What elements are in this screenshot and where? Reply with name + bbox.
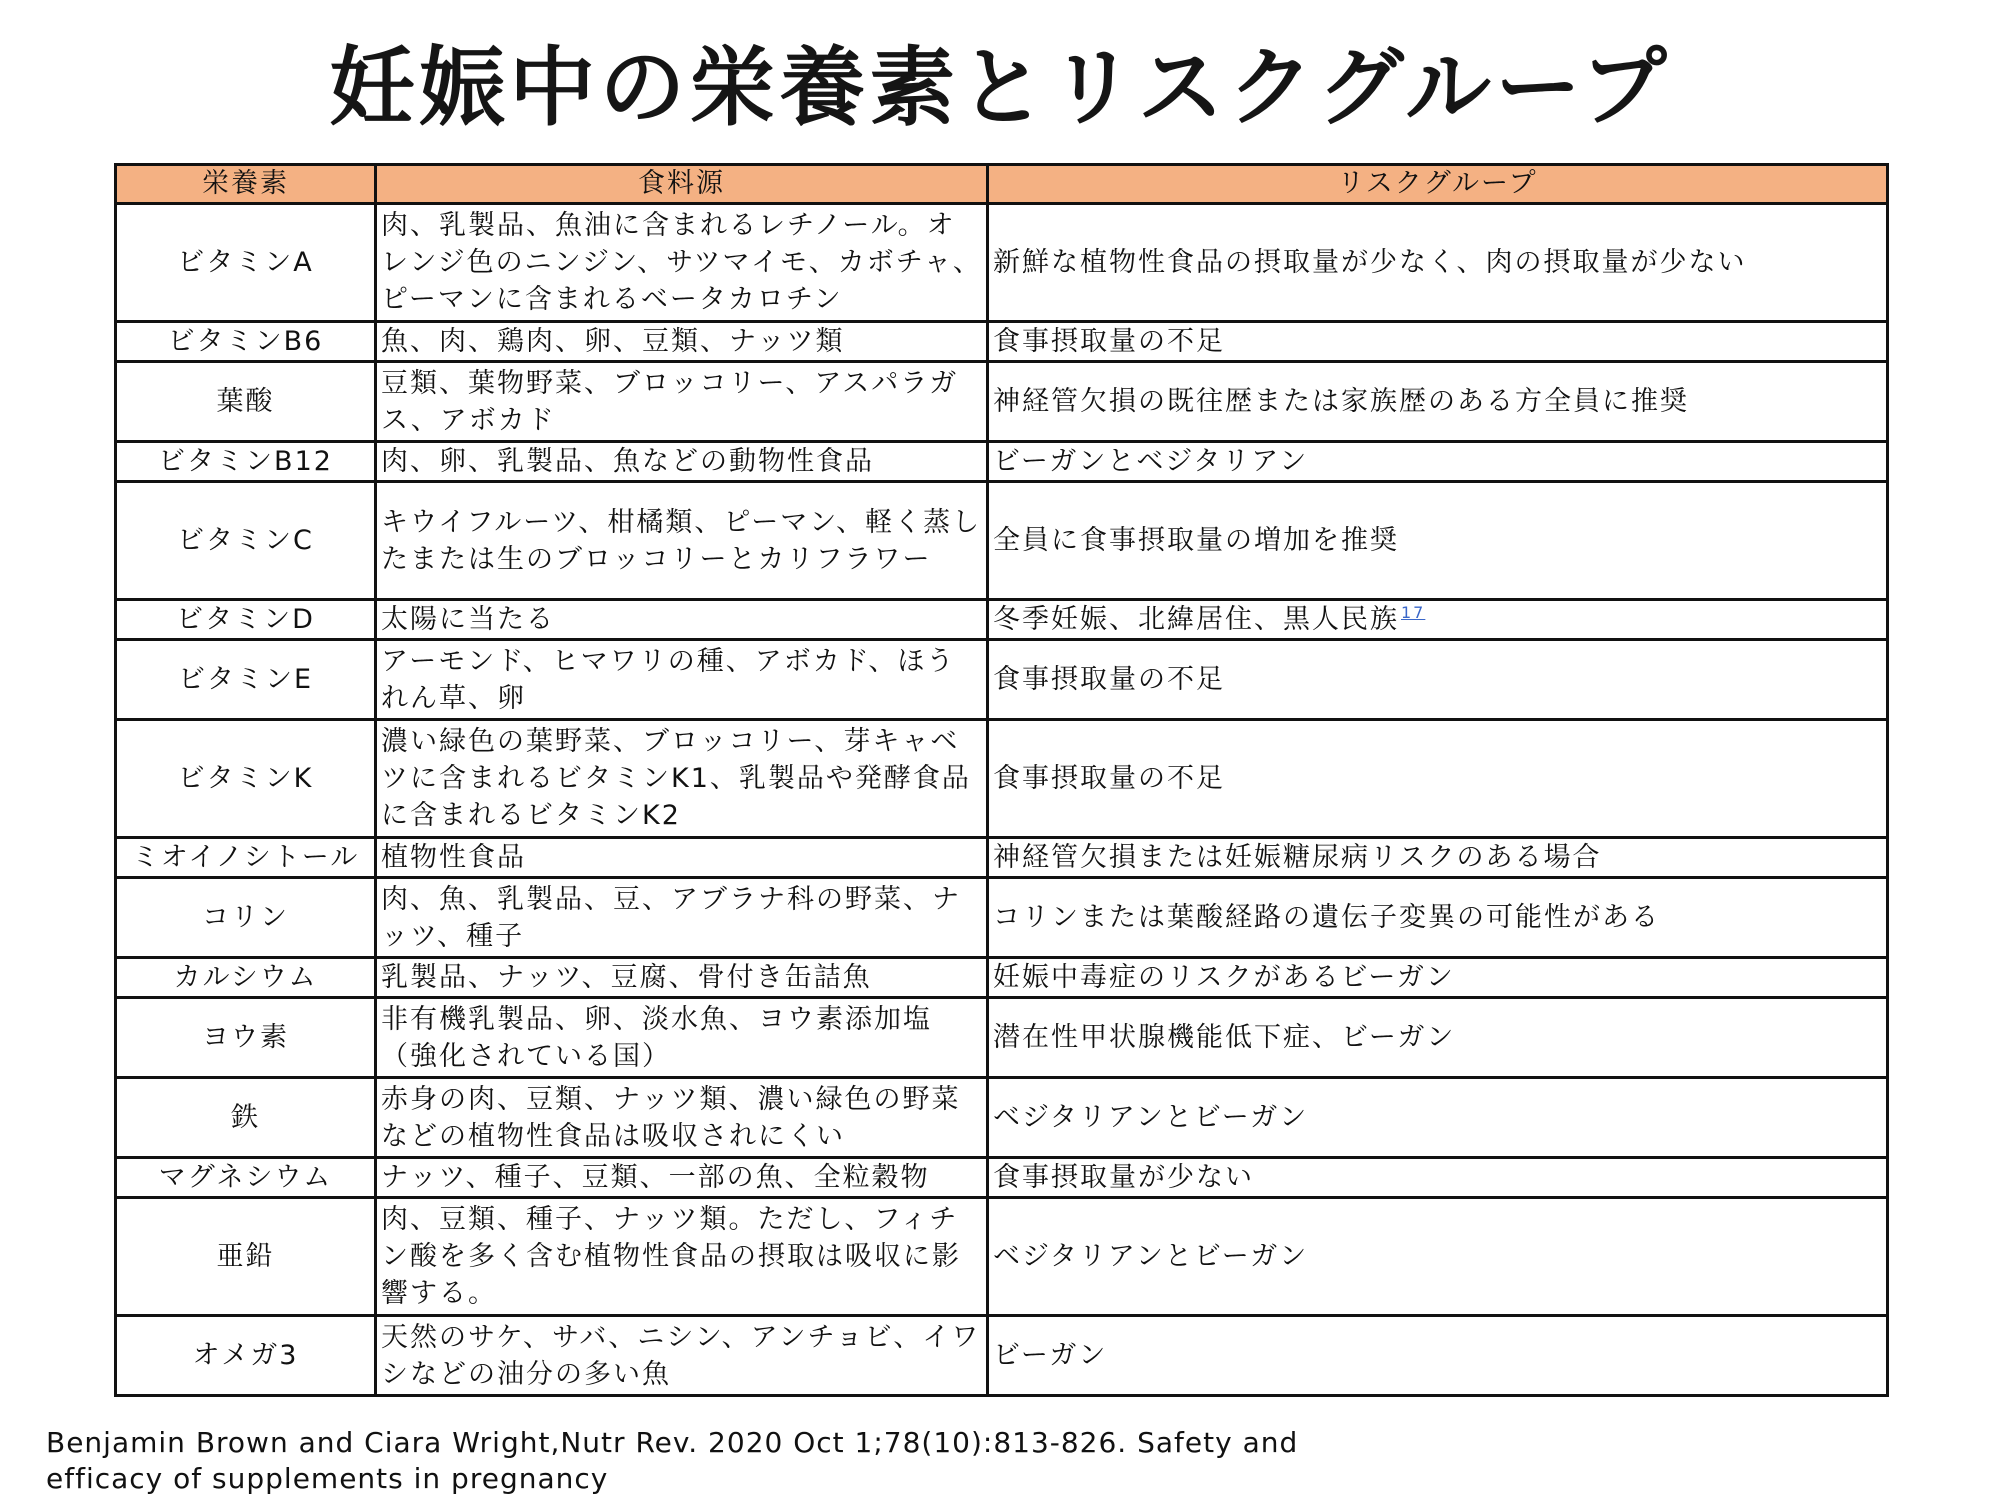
citation: Benjamin Brown and Ciara Wright,Nutr Rev. 2020 Oct 1;78(10):813-826. Safety and efficacy of supplements in pregnancy xyxy=(46,1426,1299,1495)
cell-nutrient: ミオイノシトール xyxy=(116,838,376,878)
table-row xyxy=(116,998,1888,1078)
cell-risk-group xyxy=(988,878,1888,958)
cell-food-source: 天然のサケ、サバ、ニシン、アンチョビ、イワシなどの油分の多い魚 xyxy=(376,1316,988,1396)
cell-nutrient: 鉄 xyxy=(116,1078,376,1158)
table-row xyxy=(116,878,1888,958)
risk-text: 神経管欠損の既往歴または家族歴のある方全員に推奨 xyxy=(993,386,1689,417)
table-row xyxy=(116,640,1888,720)
cell-nutrient: ビタミンK xyxy=(116,720,376,838)
cell-food-source: 濃い緑色の葉野菜、ブロッコリー、芽キャベツに含まれるビタミンK1、乳製品や発酵食品に含まれるビタミンK2 xyxy=(376,720,988,838)
table-row xyxy=(116,482,1888,600)
cell-risk-group xyxy=(988,482,1888,600)
cell-risk-group xyxy=(988,958,1888,998)
risk-text: 妊娠中毒症のリスクがあるビーガン xyxy=(993,962,1455,993)
risk-text: 食事摂取量が少ない xyxy=(993,1162,1254,1193)
cell-nutrient: カルシウム xyxy=(116,958,376,998)
page-title: 妊娠中の栄養素とリスクグループ xyxy=(329,38,1671,138)
cell-nutrient: ビタミンA xyxy=(116,204,376,322)
risk-text: 新鮮な植物性食品の摂取量が少なく、肉の摂取量が少ない xyxy=(993,247,1747,278)
cell-nutrient: 亜鉛 xyxy=(116,1198,376,1316)
cell-nutrient: 葉酸 xyxy=(116,362,376,442)
cell-risk-group xyxy=(988,362,1888,442)
risk-text: 全員に食事摂取量の増加を推奨 xyxy=(993,525,1399,556)
reference-link[interactable]: 17 xyxy=(1401,603,1426,622)
cell-nutrient: コリン xyxy=(116,878,376,958)
table-row xyxy=(116,1158,1888,1198)
cell-food-source: ナッツ、種子、豆類、一部の魚、全粒穀物 xyxy=(376,1158,988,1198)
risk-text: ビーガン xyxy=(993,1340,1108,1371)
cell-risk-group xyxy=(988,1158,1888,1198)
risk-text: 冬季妊娠、北緯居住、黒人民族 xyxy=(993,604,1399,635)
cell-nutrient: ビタミンC xyxy=(116,482,376,600)
cell-nutrient: ビタミンD xyxy=(116,600,376,640)
cell-food-source: 太陽に当たる xyxy=(376,600,988,640)
risk-text: 食事摂取量の不足 xyxy=(993,326,1225,357)
cell-food-source: 乳製品、ナッツ、豆腐、骨付き缶詰魚 xyxy=(376,958,988,998)
cell-risk-group xyxy=(988,442,1888,482)
cell-food-source: 肉、魚、乳製品、豆、アブラナ科の野菜、ナッツ、種子 xyxy=(376,878,988,958)
cell-food-source: 豆類、葉物野菜、ブロッコリー、アスパラガス、アボカド xyxy=(376,362,988,442)
table-row xyxy=(116,720,1888,838)
cell-food-source: 肉、乳製品、魚油に含まれるレチノール。オレンジ色のニンジン、サツマイモ、カボチャ、ピーマンに含まれるベータカロチン xyxy=(376,204,988,322)
cell-risk-group xyxy=(988,322,1888,362)
cell-risk-group xyxy=(988,720,1888,838)
cell-nutrient: ビタミンE xyxy=(116,640,376,720)
cell-food-source: 肉、卵、乳製品、魚などの動物性食品 xyxy=(376,442,988,482)
risk-text: 潜在性甲状腺機能低下症、ビーガン xyxy=(993,1022,1456,1053)
cell-food-source: 非有機乳製品、卵、淡水魚、ヨウ素添加塩（強化されている国） xyxy=(376,998,988,1078)
cell-nutrient: ヨウ素 xyxy=(116,998,376,1078)
table-row xyxy=(116,838,1888,878)
cell-risk-group xyxy=(988,998,1888,1078)
table-header-row xyxy=(116,165,1888,204)
risk-text: 食事摂取量の不足 xyxy=(993,763,1225,794)
table-row xyxy=(116,204,1888,322)
header-nutrient: 栄養素 xyxy=(116,165,376,204)
cell-risk-group xyxy=(988,204,1888,322)
risk-text: ベジタリアンとビーガン xyxy=(993,1102,1309,1133)
cell-risk-group xyxy=(988,838,1888,878)
cell-risk-group xyxy=(988,1078,1888,1158)
cell-risk-group xyxy=(988,640,1888,720)
table-row xyxy=(116,1198,1888,1316)
table-row xyxy=(116,442,1888,482)
cell-nutrient: ビタミンB6 xyxy=(116,322,376,362)
cell-nutrient: ビタミンB12 xyxy=(116,442,376,482)
risk-text: 神経管欠損または妊娠糖尿病リスクのある場合 xyxy=(993,842,1602,873)
cell-risk-group xyxy=(988,1198,1888,1316)
table-body xyxy=(116,204,1888,1396)
header-risk-group: リスクグループ xyxy=(988,165,1888,204)
table-row xyxy=(116,322,1888,362)
cell-risk-group xyxy=(988,600,1888,640)
nutrient-table xyxy=(114,163,1889,1397)
cell-risk-group xyxy=(988,1316,1888,1396)
risk-text: ビーガンとベジタリアン xyxy=(993,446,1309,477)
cell-nutrient: マグネシウム xyxy=(116,1158,376,1198)
cell-food-source: キウイフルーツ、柑橘類、ピーマン、軽く蒸したまたは生のブロッコリーとカリフラワー xyxy=(376,482,988,600)
risk-text: ベジタリアンとビーガン xyxy=(993,1241,1309,1272)
header-food-source: 食料源 xyxy=(376,165,988,204)
cell-nutrient: オメガ3 xyxy=(116,1316,376,1396)
risk-text: コリンまたは葉酸経路の遺伝子変異の可能性がある xyxy=(993,902,1660,933)
cell-food-source: 赤身の肉、豆類、ナッツ類、濃い緑色の野菜などの植物性食品は吸収されにくい xyxy=(376,1078,988,1158)
table-row xyxy=(116,362,1888,442)
table-row xyxy=(116,600,1888,640)
table-row xyxy=(116,1316,1888,1396)
cell-food-source: 魚、肉、鶏肉、卵、豆類、ナッツ類 xyxy=(376,322,988,362)
table-row xyxy=(116,1078,1888,1158)
table-row xyxy=(116,958,1888,998)
risk-text: 食事摂取量の不足 xyxy=(993,664,1225,695)
cell-food-source: 肉、豆類、種子、ナッツ類。ただし、フィチン酸を多く含む植物性食品の摂取は吸収に影響する。 xyxy=(376,1198,988,1316)
cell-food-source: 植物性食品 xyxy=(376,838,988,878)
cell-food-source: アーモンド、ヒマワリの種、アボカド、ほうれん草、卵 xyxy=(376,640,988,720)
